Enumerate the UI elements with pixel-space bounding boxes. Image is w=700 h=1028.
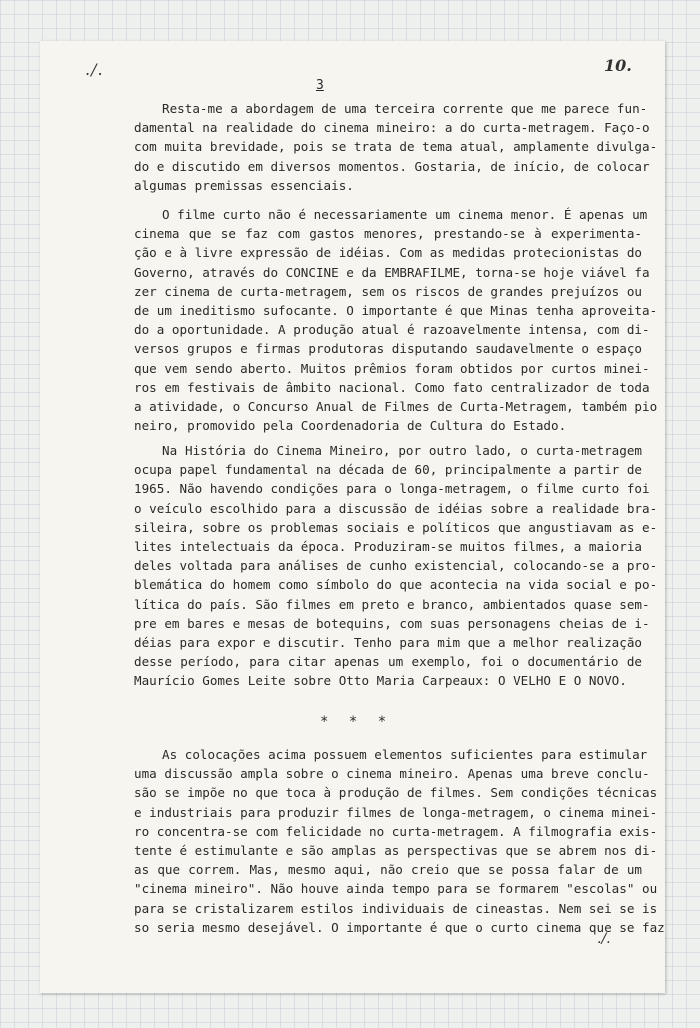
text-line: tente é estimulante e são amplas as perspectivas que se abrem nos di- — [134, 842, 658, 858]
text-line: para se cristalizarem estilos individuais de cineastas. Nem sei se is — [134, 900, 658, 916]
text-line: "cinema mineiro". Não houve ainda tempo para se formarem "escolas" ou — [134, 881, 658, 897]
text-line: ocupa papel fundamental na década de 60, principalmente a partir de — [134, 462, 642, 478]
text-line: deles voltada para análises de cunho existencial, colocando-se a pro- — [134, 558, 658, 574]
text-line: uma discussão ampla sobre o cinema mineiro. Apenas uma breve conclu- — [134, 766, 650, 782]
text-line: so seria mesmo desejável. O importante é que o curto cinema que se faz — [134, 919, 665, 935]
text-line: são se impõe no que toca à produção de filmes. Sem condições técnicas — [134, 785, 658, 801]
top-left-continuation-mark: ./. — [85, 60, 104, 79]
paragraph-4 — [134, 745, 665, 937]
text-line: As colocações acima possuem elementos suficientes para estimular — [162, 747, 648, 762]
text-line: do e discutido em diversos momentos. Gostaria, de início, de colocar — [134, 158, 650, 174]
text-line: Resta-me a abordagem de uma terceira corrente que me parece fun- — [162, 101, 648, 116]
text-line: ção e à livre expressão de idéias. Com as medidas protecionistas do — [134, 245, 642, 261]
text-line: neiro, promovido pela Coordenadoria de Cultura do Estado. — [134, 418, 567, 434]
paragraph-3 — [134, 441, 658, 690]
text-line: Maurício Gomes Leite sobre Otto Maria Carpeaux: O VELHO E O NOVO. — [134, 673, 627, 689]
text-line: ro concentra-se com felicidade no curta-metragem. A filmografia exis- — [134, 823, 658, 839]
text-line: pre em bares e mesas de botequins, com suas personagens cheias de i- — [134, 615, 650, 631]
text-line: a atividade, o Concurso Anual de Filmes de Curta-Metragem, também pio — [134, 398, 658, 414]
text-line: e industriais para produzir filmes de longa-metragem, o cinema minei- — [134, 804, 658, 820]
text-line: sileira, sobre os problemas sociais e políticos que angustiavam as e- — [134, 519, 658, 535]
text-line: O filme curto não é necessariamente um cinema menor. É apenas um — [162, 207, 648, 222]
text-line: que vem sendo aberto. Muitos prêmios foram obtidos por curtos minei- — [134, 360, 650, 376]
text-line: ros em festivais de âmbito nacional. Como fato centralizador de toda — [134, 379, 650, 395]
bottom-continuation-mark: ./. — [597, 931, 611, 947]
text-line: as que correm. Mas, mesmo aqui, não creio que se possa falar de um — [134, 862, 642, 878]
text-line: com muita brevidade, pois se trata de tema atual, amplamente divulga- — [134, 139, 658, 155]
text-line: lites intelectuais da época. Produziram-se muitos filmes, a maioria — [134, 538, 642, 554]
text-line: do a oportunidade. A produção atual é razoavelmente intensa, com di- — [134, 322, 650, 338]
section-divider: * * * — [320, 714, 393, 730]
paragraph-2 — [134, 205, 658, 435]
page-number: 3 — [316, 78, 324, 93]
text-line: 1965. Não havendo condições para o longa-metragem, o filme curto foi — [134, 481, 650, 497]
text-line: versos grupos e firmas produtoras disputando saudavelmente o espaço — [134, 341, 642, 357]
text-line: de um ineditismo sufocante. O importante é que Minas tenha aproveita- — [134, 302, 658, 318]
text-line: o veículo escolhido para a discussão de idéias sobre a realidade bra- — [134, 500, 658, 516]
text-line: blemática do homem como símbolo do que acontecia na vida social e po- — [134, 577, 658, 593]
text-line: cinema que se faz com gastos menores, prestando-se à experimenta- — [134, 226, 642, 242]
text-line: lítica do país. São filmes em preto e branco, ambientados quase sem- — [134, 596, 650, 612]
text-line: desse período, para citar apenas um exemplo, foi o documentário de — [134, 654, 642, 670]
top-right-page-code: 10. — [604, 56, 632, 75]
text-line: zer cinema de curta-metragem, sem os riscos de grandes prejuízos ou — [134, 283, 642, 299]
text-line: Governo, através do CONCINE e da EMBRAFILME, torna-se hoje viável fa — [134, 264, 650, 280]
text-line: algumas premissas essenciais. — [134, 177, 354, 193]
text-line: Na História do Cinema Mineiro, por outro lado, o curta-metragem — [162, 443, 642, 458]
paragraph-1 — [134, 99, 658, 195]
text-line: damental na realidade do cinema mineiro: a do curta-metragem. Faço-o — [134, 120, 650, 136]
text-line: déias para expor e discutir. Tenho para mim que a melhor realização — [134, 634, 642, 650]
